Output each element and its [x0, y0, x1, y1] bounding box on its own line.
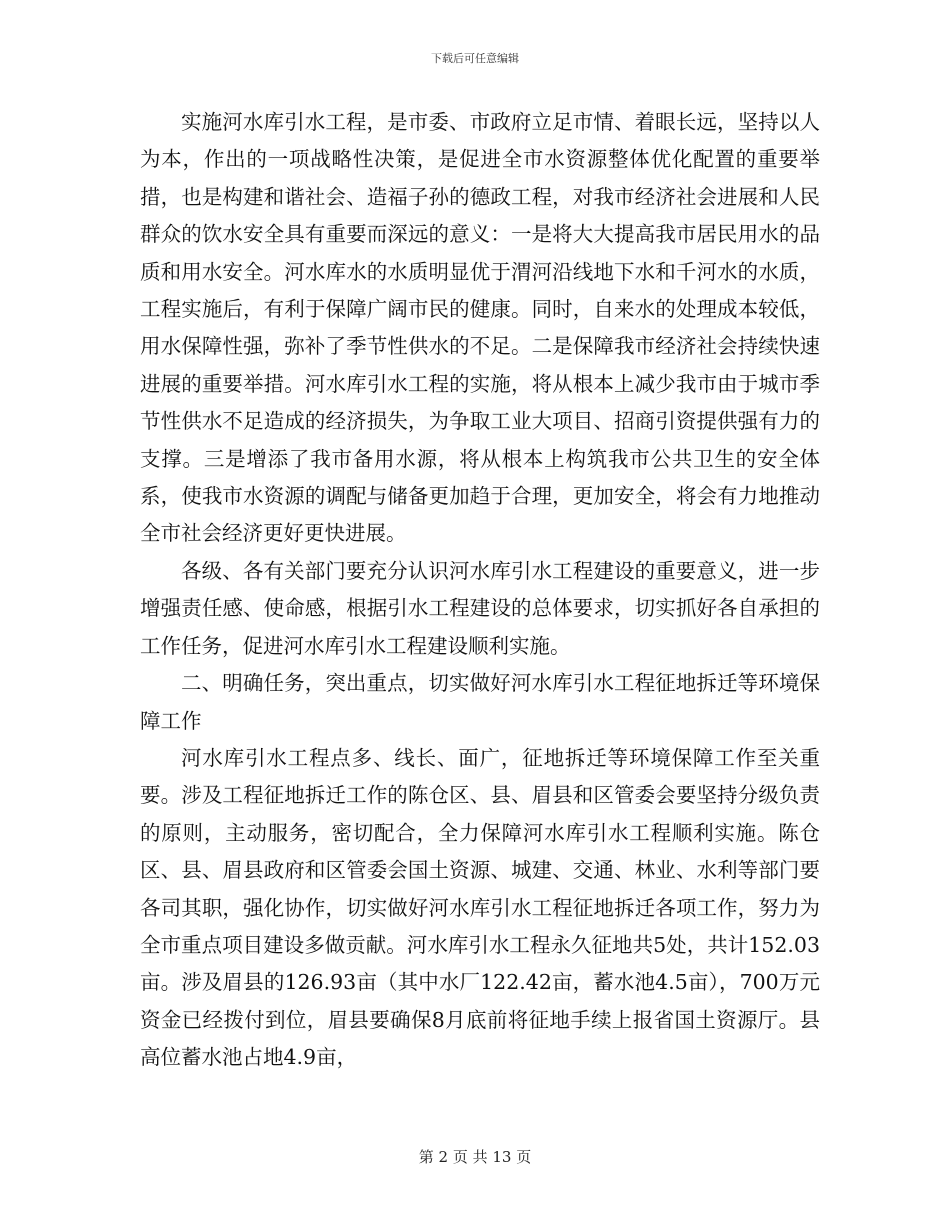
section-heading-tasks: 二、明确任务，突出重点，切实做好河水库引水工程征地拆迁等环境保障工作	[140, 671, 820, 733]
paragraph-significance: 实施河水库引水工程，是市委、市政府立足市情、着眼长远，坚持以人为本，作出的一项战略性决策，是促进全市水资源整体优化配置的重要举措，也是构建和谐社会、造福子孙的德政工程，对我市经济社会进展和人民群众的饮水安全具有重要而深远的意义：一是将大大提高我市居民用水的品质和用水安全。河水库水的水质明显优于渭河沿线地下水和千河水的水质，工程实施后，有利于保障广阔市民的健康。同时，自来水的处理成本较低，用水保障性强，弥补了季节性供水的不足。二是保障我市经济社会持续快速进展的重要举措。河水库引水工程的实施，将从根本上减少我市由于城市季节性供水不足造成的经济损失，为争取工业大项目、招商引资提供强有力的支撑。三是增添了我市备用水源，将从根本上构筑我市公共卫生的安全体系，使我市水资源的调配与储备更加趋于合理，更加安全，将会有力地推动全市社会经济更好更快进展。	[140, 110, 820, 546]
page-header: 下载后可任意编辑	[431, 52, 519, 65]
paragraph-responsibility: 各级、各有关部门要充分认识河水库引水工程建设的重要意义，进一步增强责任感、使命感，根据引水工程建设的总体要求，切实抓好各自承担的工作任务，促进河水库引水工程建设顺利实施。	[140, 558, 820, 658]
paragraph-land-acquisition: 河水库引水工程点多、线长、面广，征地拆迁等环境保障工作至关重要。涉及工程征地拆迁工作的陈仓区、县、眉县和区管委会要坚持分级负责的原则，主动服务，密切配合，全力保障河水库引水工程顺利实施。陈仓区、县、眉县政府和区管委会国土资源、城建、交通、林业、水利等部门要各司其职，强化协作，切实做好河水库引水工程征地拆迁各项工作，努力为全市重点项目建设多做贡献。河水库引水工程永久征地共5处，共计152.03亩。涉及眉县的126.93亩（其中水厂122.42亩，蓄水池4.5亩），700万元资金已经拨付到位，眉县要确保8月底前将征地手续上报省国土资源厅。县高位蓄水池占地4.9亩，	[140, 745, 820, 1070]
page-number: 第 2 页 共 13 页	[418, 1148, 532, 1166]
document-body	[140, 104, 820, 1077]
